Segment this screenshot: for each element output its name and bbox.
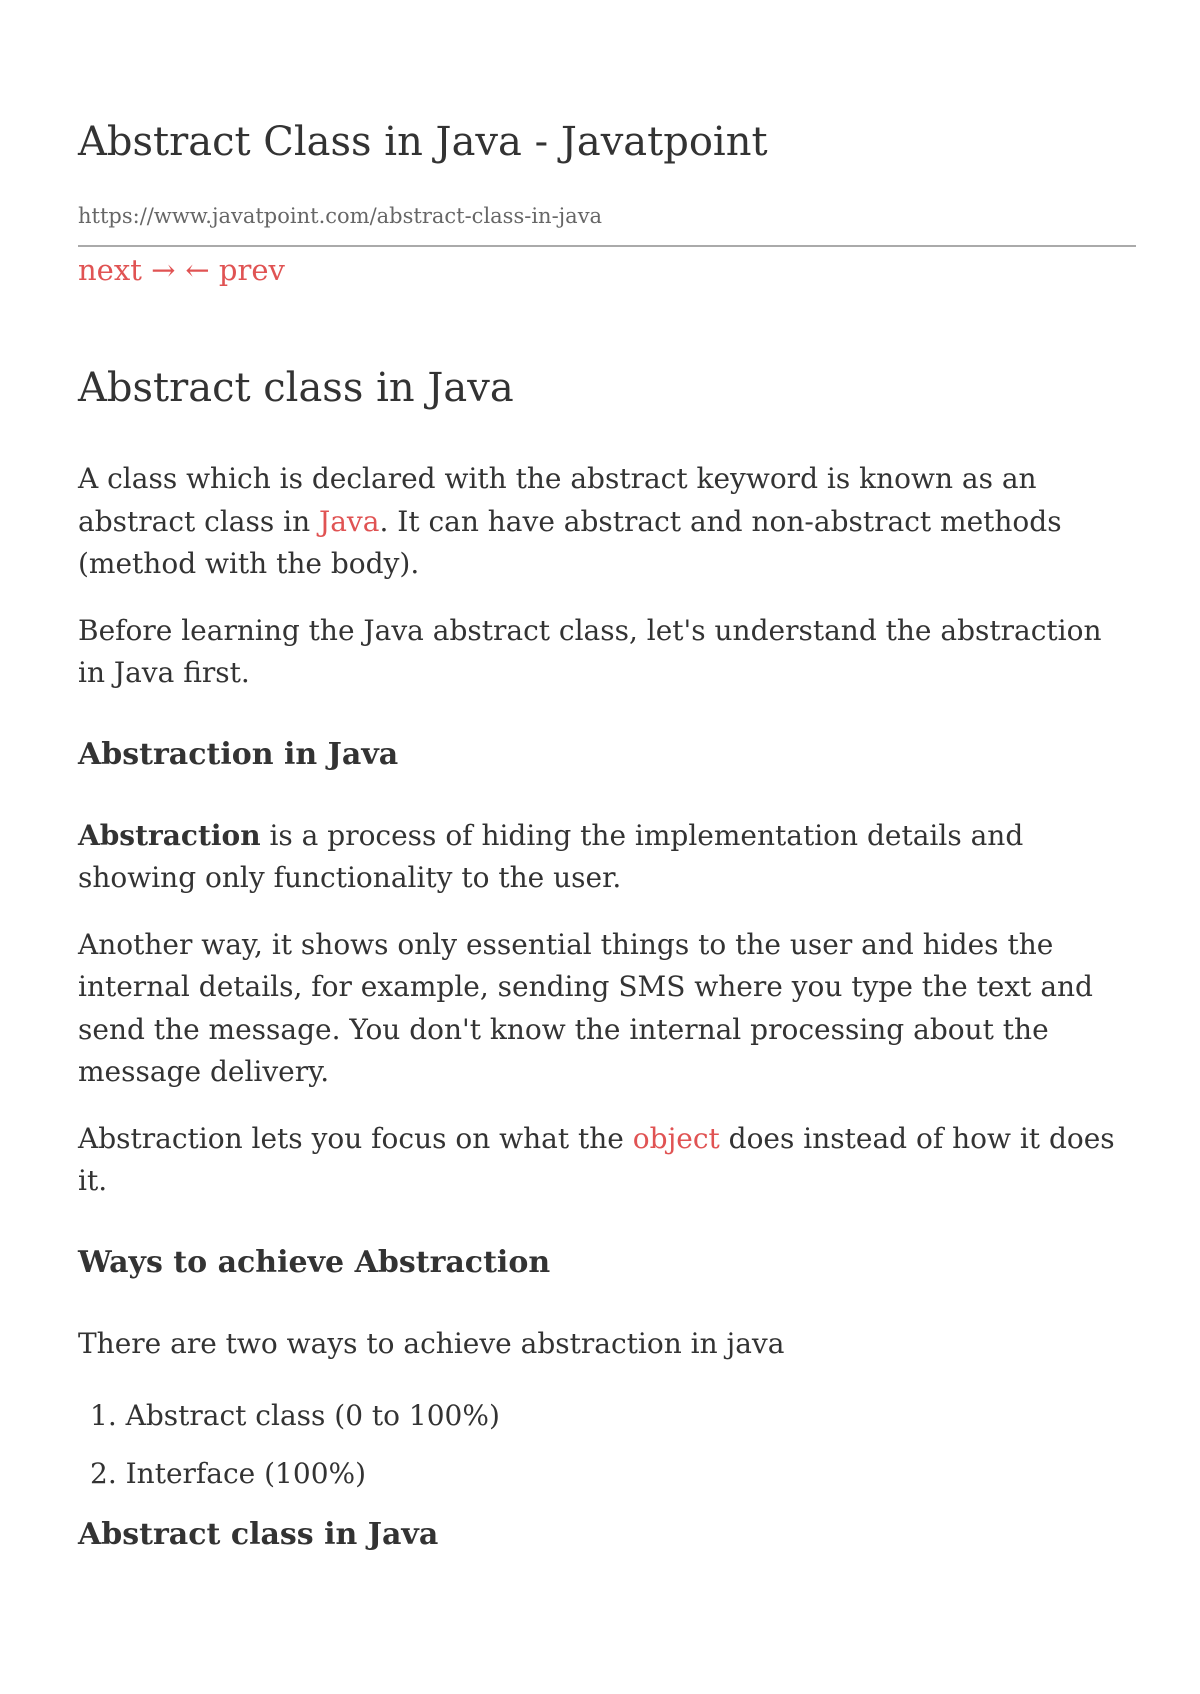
abstraction-term: Abstraction bbox=[78, 818, 261, 852]
header-divider bbox=[78, 245, 1136, 247]
object-link[interactable]: object bbox=[632, 1121, 720, 1155]
abstraction-definition-text: is a process of hiding the implementation details and showing only functionality to the user. bbox=[78, 818, 1024, 894]
ways-intro: There are two ways to achieve abstraction in java bbox=[78, 1326, 785, 1360]
page-navigation bbox=[78, 250, 285, 290]
document-url[interactable]: https://www.javatpoint.com/abstract-class-in-java bbox=[78, 204, 603, 228]
intro-paragraph bbox=[78, 458, 1136, 586]
list-item-label: Abstract class (0 to 100%) bbox=[125, 1399, 500, 1432]
ways-list bbox=[78, 1395, 1136, 1495]
ways-heading: Ways to achieve Abstraction bbox=[78, 1244, 551, 1280]
final-heading: Abstract class in Java bbox=[78, 1517, 439, 1552]
before-paragraph: Before learning the Java abstract class, let's understand the abstraction in Java first. bbox=[78, 613, 1102, 689]
next-link[interactable]: next → bbox=[78, 253, 176, 287]
list-item-number: 1. bbox=[90, 1399, 117, 1432]
intro-text-1: A class which is declared with the abstract keyword is known as an abstract class in bbox=[78, 462, 1037, 538]
focus-text-2: does instead of how it does it. bbox=[78, 1121, 1115, 1197]
list-item bbox=[90, 1395, 1136, 1438]
prev-link[interactable]: ← prev bbox=[185, 253, 285, 287]
article-heading: Abstract class in Java bbox=[78, 365, 514, 411]
document-title: Abstract Class in Java - Javatpoint bbox=[78, 119, 768, 165]
another-way-paragraph: Another way, it shows only essential things to the user and hides the internal details, for example, sending SMS where you type the text and send the message. You don't know the internal processing about the message delivery. bbox=[78, 927, 1093, 1088]
list-item-label: Interface (100%) bbox=[125, 1456, 367, 1490]
intro-text-2: . It can have abstract and non-abstract methods (method with the body). bbox=[78, 504, 1062, 580]
abstraction-definition bbox=[78, 815, 1136, 900]
abstraction-heading: Abstraction in Java bbox=[78, 736, 399, 772]
list-item bbox=[90, 1453, 1136, 1496]
list-item-number: 2. bbox=[90, 1456, 117, 1490]
article-content bbox=[78, 360, 1136, 1595]
focus-text-1: Abstraction lets you focus on what the bbox=[78, 1121, 633, 1155]
java-link[interactable]: Java bbox=[319, 504, 380, 538]
focus-paragraph bbox=[78, 1118, 1136, 1203]
